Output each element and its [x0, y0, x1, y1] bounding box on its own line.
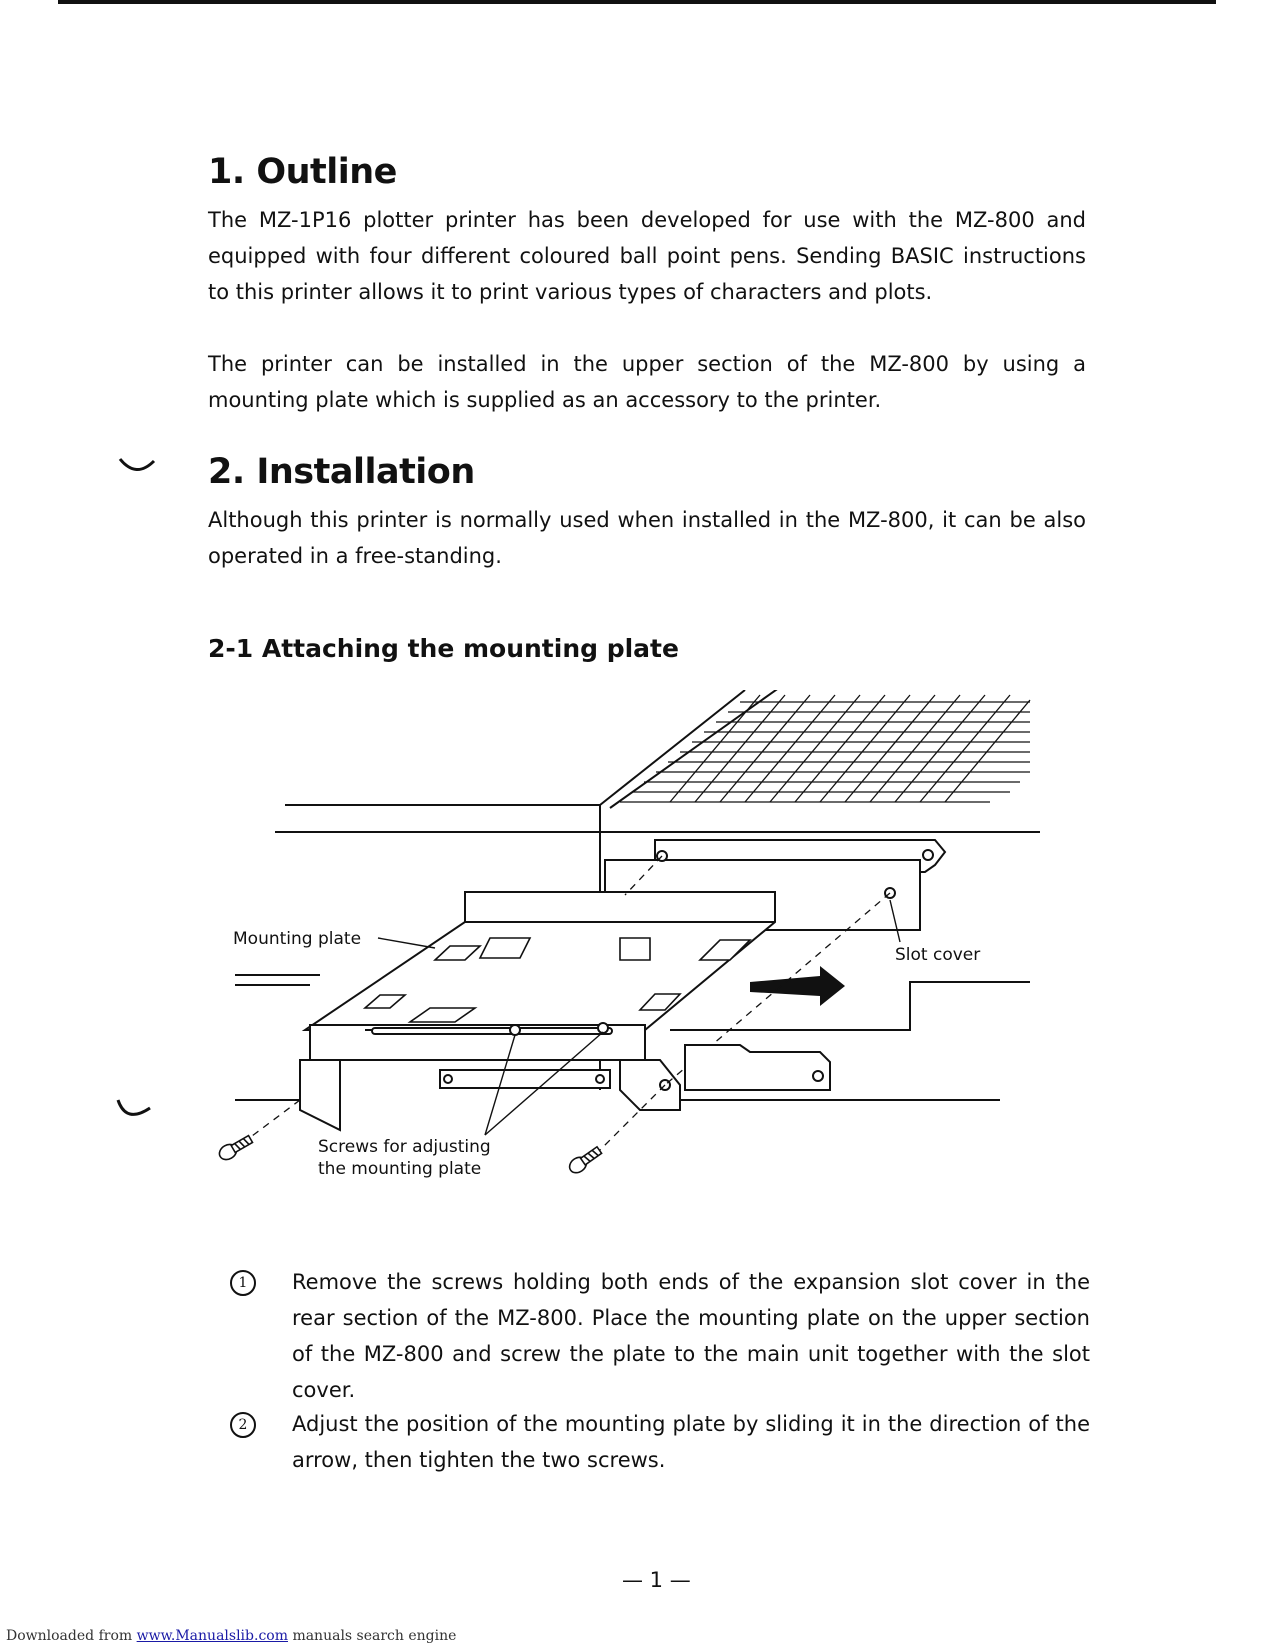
step-2 — [230, 1406, 1090, 1478]
step-1-number: 1 — [230, 1270, 256, 1296]
footer-link[interactable]: www.Manualslib.com — [136, 1628, 288, 1644]
installation-paragraph: Although this printer is normally used when installed in the MZ-800, it can be also operated in a free-standing. — [208, 508, 1086, 568]
step-1 — [230, 1264, 1090, 1408]
footer-prefix: Downloaded from — [6, 1628, 133, 1644]
section-2-1-heading: 2-1 Attaching the mounting plate — [208, 634, 679, 663]
label-screws-line-1: Screws for adjusting — [318, 1137, 491, 1157]
label-mounting-plate: Mounting plate — [233, 929, 362, 949]
label-screws-line-2: the mounting plate — [318, 1159, 482, 1179]
footer — [6, 1628, 456, 1644]
top-rule — [58, 0, 1216, 4]
page-number: — 1 — — [622, 1568, 691, 1592]
installation-heading: 2. Installation — [208, 452, 475, 492]
step-2-text: Adjust the position of the mounting plate by sliding it in the direction of the arrow, then tighten the two screws. — [292, 1412, 1090, 1472]
scan-mark-upper — [118, 455, 158, 475]
footer-suffix: manuals search engine — [292, 1628, 457, 1644]
label-slot-cover: Slot cover — [895, 945, 981, 965]
outline-paragraph-2: The printer can be installed in the upper section of the MZ-800 by using a mounting plate which is supplied as an accessory to the printer. — [208, 352, 1086, 412]
outline-heading: 1. Outline — [208, 152, 397, 192]
scan-mark-lower — [114, 1098, 154, 1122]
step-1-text: Remove the screws holding both ends of the expansion slot cover in the rear section of the MZ-800. Place the mounting plate on the upper section of the MZ-800 and screw the plate to the main unit together with the slot cover. — [292, 1270, 1090, 1402]
step-2-number: 2 — [230, 1412, 256, 1438]
outline-paragraph-1: The MZ-1P16 plotter printer has been developed for use with the MZ-800 and equipped with four different coloured ball point pens. Sending BASIC instructions to this printer allows it to print various types of characters and plots. — [208, 208, 1086, 304]
mounting-plate-illustration — [200, 690, 1080, 1250]
